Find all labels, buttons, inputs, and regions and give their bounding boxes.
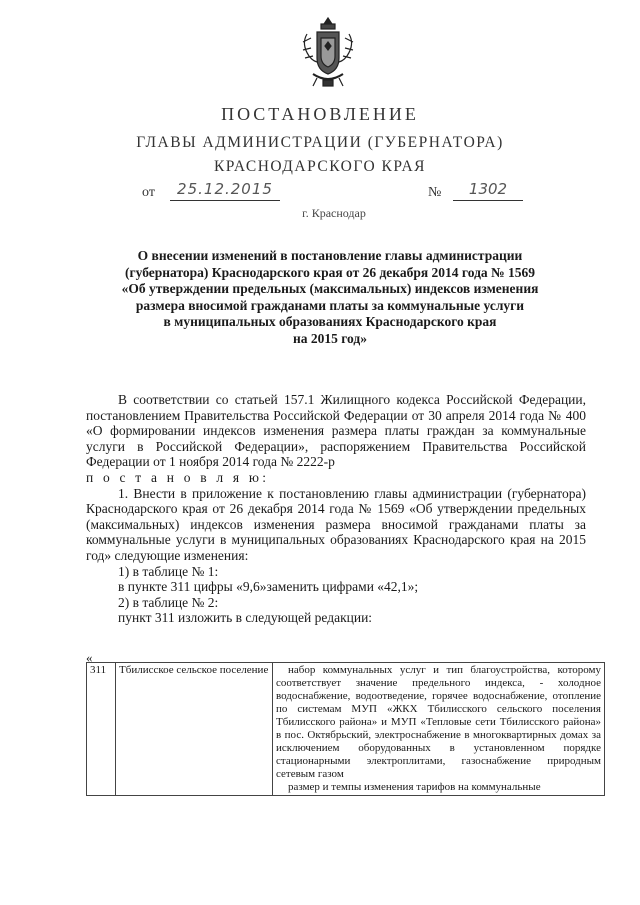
coat-of-arms-icon [299, 14, 357, 90]
date-value: 25.12.2015 [170, 180, 280, 201]
description-tariffs: размер и темпы изменения тарифов на коммунальные [288, 781, 541, 793]
subitem-2-text: пункт 311 изложить в следующей редакции: [118, 610, 373, 626]
description-services: набор коммунальных услуг и тип благоустройства, которому соответствует значение предельного индекса, - холодное водоснабжение, водоотведение, горячее водоснабжение, отопление по системам МУП «ЖКХ Тбилисского сельского поселения Тбилисского района» и МУП «Тепловые сети Тбилисского района» в пос. Октябрьский, электроснабжение в многоквартирных домах за исключением оборудованных в установленном порядке стационарными электроплитами, газоснабжение природным сетевым газом [276, 664, 601, 780]
preamble-paragraph: В соответствии со статьей 157.1 Жилищного кодекса Российской Федерации, постановлением Правительства Российской Федерации от 30 апреля 2014 года № 400 «О формировании индексов изменения размера платы граждан за коммунальные услуги в Российской Федерации», распоряжением Правительства Российской Федерации от 1 ноября 2014 года № 2222-р [86, 392, 586, 470]
heading-line: О внесении изменений в постановление главы администрации [137, 248, 523, 263]
subitem-1: 1) в таблице № 1: [118, 563, 219, 579]
document-body [86, 392, 586, 626]
heading-line: размера вносимой гражданами платы за коммунальные услуги [135, 297, 525, 313]
issuer-line-1: ГЛАВЫ АДМИНИСТРАЦИИ (ГУБЕРНАТОРА) [136, 134, 504, 151]
row-number: 311 [87, 663, 116, 796]
issuer-line-2: КРАСНОДАРСКОГО КРАЯ [213, 158, 427, 175]
item-1-paragraph: 1. Внести в приложение к постановлению главы администрации (губернатора) Краснодарского края от 26 декабря 2014 года № 1569 «Об утверждении предельных (максимальных) индексов изменения размера вносимой гражданами платы за коммунальные услуги в муниципальных образованиях Краснодарского края на 2015 год» следующие изменения: [86, 485, 586, 563]
subitem-1-text: в пункте 311 цифры «9,6»заменить цифрами «42,1»; [118, 579, 419, 595]
city-label: г. Краснодар [302, 206, 366, 220]
heading-line: (губернатора) Краснодарского края от 26 декабря 2014 года № 1569 [125, 264, 535, 280]
table-row [87, 663, 605, 796]
row-description [273, 663, 605, 796]
number-prefix: № [428, 185, 442, 200]
document-heading [100, 248, 560, 347]
opening-quote: « [86, 650, 93, 665]
heading-line: в муниципальных образованиях Краснодарского края [163, 314, 497, 329]
number-value: 1302 [453, 180, 523, 201]
heading-line: на 2015 год» [292, 330, 367, 346]
amendment-table [86, 662, 605, 796]
settlement-name: Тбилисское сельское поселение [116, 663, 273, 796]
date-prefix: от [142, 185, 155, 200]
subitem-2: 2) в таблице № 2: [118, 594, 219, 610]
decree-word: п о с т а н о в л я ю: [86, 469, 270, 485]
heading-line: «Об утверждении предельных (максимальных) индексов изменения [121, 281, 539, 296]
document-title: ПОСТАНОВЛЕНИЕ [221, 104, 419, 124]
